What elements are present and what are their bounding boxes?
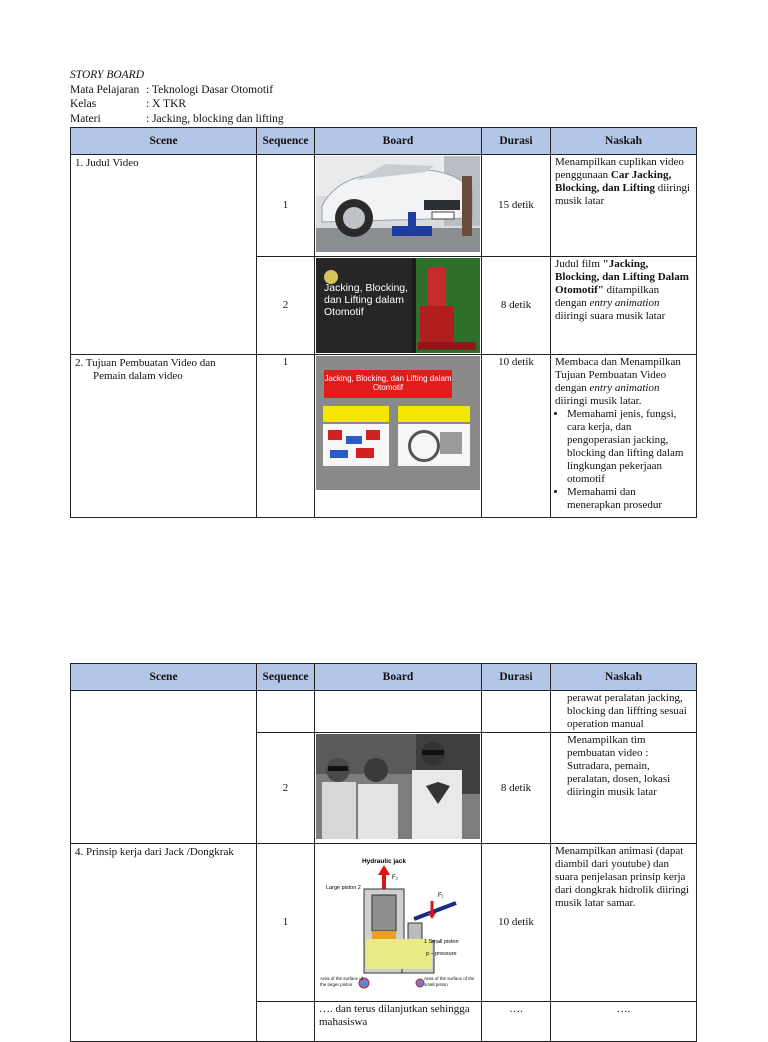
list-item: • Memahami dan menerapkan prosedur — [567, 486, 692, 512]
naskah-cell — [551, 733, 697, 844]
naskah-text: Menampilkan cuplikan video penggunaan — [555, 156, 684, 181]
col-header-naskah: Naskah — [551, 128, 697, 155]
header-row-subject — [70, 83, 284, 98]
slide-title: Jacking, Blocking, dan Lifting dalam Otomotif — [324, 370, 452, 398]
naskah-cell — [551, 844, 697, 1002]
team-photo — [316, 734, 480, 839]
sequence-cell: 1 — [257, 155, 315, 257]
naskah-italic: entry animation — [589, 297, 660, 309]
duration-cell: 15 detik — [482, 155, 551, 257]
col-header-durasi: Durasi — [482, 128, 551, 155]
scene-cell — [71, 155, 257, 355]
table-header-row — [71, 128, 697, 155]
naskah-cell: …. — [551, 1002, 697, 1042]
header-key: Kelas — [70, 98, 97, 110]
naskah-bold: "Jacking, Blocking, dan Lifting Dalam Otomotif" — [555, 258, 689, 296]
objectives-slide-image — [316, 356, 480, 490]
table-row — [71, 355, 697, 518]
car-jacking-photo — [316, 156, 480, 252]
duration-cell: …. — [482, 1002, 551, 1042]
naskah-cell — [551, 691, 697, 733]
board-cell — [315, 257, 482, 355]
table-row — [71, 155, 697, 257]
storyboard-table-2 — [70, 663, 697, 1042]
col-header-scene: Scene — [71, 128, 257, 155]
board-cell — [315, 355, 482, 518]
scene-label: 2. Tujuan Pembuatan Video dan — [75, 357, 216, 369]
header-value: : Teknologi Dasar Otomotif — [146, 83, 274, 96]
scene-cell — [71, 844, 257, 1042]
board-cell — [315, 733, 482, 844]
naskah-text: Membaca dan Menampilkan Tujuan Pembuatan Video dengan — [555, 356, 681, 394]
board-cell — [315, 844, 482, 1002]
diagram-pressure-label: p – pressure — [426, 951, 457, 957]
header-key: Materi — [70, 112, 101, 125]
naskah-text: ditampilkan dengan — [555, 284, 660, 309]
naskah-text: diiringi suara musik latar — [555, 310, 666, 322]
col-header-sequence: Sequence — [257, 664, 315, 691]
diagram-small-piston-label: 1 Small piston — [424, 939, 459, 945]
title-card-image — [316, 258, 480, 353]
naskah-text: diiringi musik latar. — [555, 395, 642, 407]
board-cell — [315, 1002, 482, 1042]
naskah-cell — [551, 355, 697, 518]
scene-cell — [71, 355, 257, 518]
col-header-naskah: Naskah — [551, 664, 697, 691]
sequence-cell: 2 — [257, 733, 315, 844]
sequence-cell: 1 — [257, 355, 315, 518]
sequence-cell — [257, 691, 315, 733]
col-header-board: Board — [315, 128, 482, 155]
board-cell — [315, 691, 482, 733]
header-value: : Jacking, blocking dan lifting — [146, 112, 284, 125]
document-header — [70, 68, 284, 126]
sequence-cell — [257, 1002, 315, 1042]
diagram-f2-label: F₂ — [392, 875, 398, 881]
col-header-board: Board — [315, 664, 482, 691]
sequence-cell: 1 — [257, 844, 315, 1002]
board-text: …. dan terus dilanjutkan sehingga mahasiswa — [319, 1003, 470, 1028]
scene-label: 1. Judul Video — [75, 157, 139, 169]
storyboard-table-1 — [70, 127, 697, 518]
diagram-area-small-label: Area of the surface of the small piston — [424, 976, 475, 987]
hydraulic-jack-diagram — [316, 845, 480, 997]
header-value: : X TKR — [146, 98, 187, 110]
list-item: • Memahami jenis, fungsi, cara kerja, dan pengoperasian jacking, blocking dan lifting dalam lingkungan pekerjaan otomotif — [567, 408, 692, 486]
title-card-text: Jacking, Blocking, dan Lifting dalam Otomotif — [324, 282, 409, 318]
duration-cell: 10 detik — [482, 355, 551, 518]
naskah-text: Judul film — [555, 258, 603, 270]
diagram-large-piston-label: Large piston 2 — [326, 885, 361, 891]
col-header-scene: Scene — [71, 664, 257, 691]
table-row — [71, 844, 697, 1002]
naskah-italic: entry animation — [589, 382, 660, 394]
diagram-title: Hydraulic jack — [361, 858, 407, 865]
naskah-text: Menampilkan animasi (dapat diambil dari youtube) dan suara penjelasan prinsip kerja dari dongkrak hidrolik diiringi musik latar samar. — [555, 845, 690, 909]
naskah-text: perawat peralatan jacking, blocking dan liffting sesuai operation manual — [567, 692, 687, 730]
col-header-durasi: Durasi — [482, 664, 551, 691]
scene-label-cont: Pemain dalam video — [93, 370, 183, 382]
board-cell — [315, 155, 482, 257]
header-row-class — [70, 97, 284, 112]
naskah-text: diiringi musik latar — [555, 182, 691, 207]
header-key: Mata Pelajaran — [70, 83, 140, 96]
header-row-material — [70, 112, 284, 127]
storyboard-title: STORY BOARD — [70, 69, 145, 81]
duration-cell: 8 detik — [482, 257, 551, 355]
diagram-f1-label: F₁ — [438, 893, 444, 899]
duration-cell: 8 detik — [482, 733, 551, 844]
naskah-text: Menampilkan tim pembuatan video : Sutradara, pemain, peralatan, dosen, lokasi diiringin musik latar — [567, 734, 671, 798]
naskah-cell — [551, 155, 697, 257]
col-header-sequence: Sequence — [257, 128, 315, 155]
diagram-area-large-label: Area of the surface of the larger piston — [320, 976, 364, 987]
scene-cell — [71, 691, 257, 844]
table-header-row — [71, 664, 697, 691]
naskah-bold: Car Jacking, Blocking, dan Lifting — [555, 169, 672, 194]
objectives-list — [555, 408, 692, 512]
duration-cell — [482, 691, 551, 733]
table-row — [71, 691, 697, 733]
sequence-cell: 2 — [257, 257, 315, 355]
naskah-cell — [551, 257, 697, 355]
duration-cell: 10 detik — [482, 844, 551, 1002]
scene-label: 4. Prinsip kerja dari Jack /Dongkrak — [75, 846, 234, 858]
